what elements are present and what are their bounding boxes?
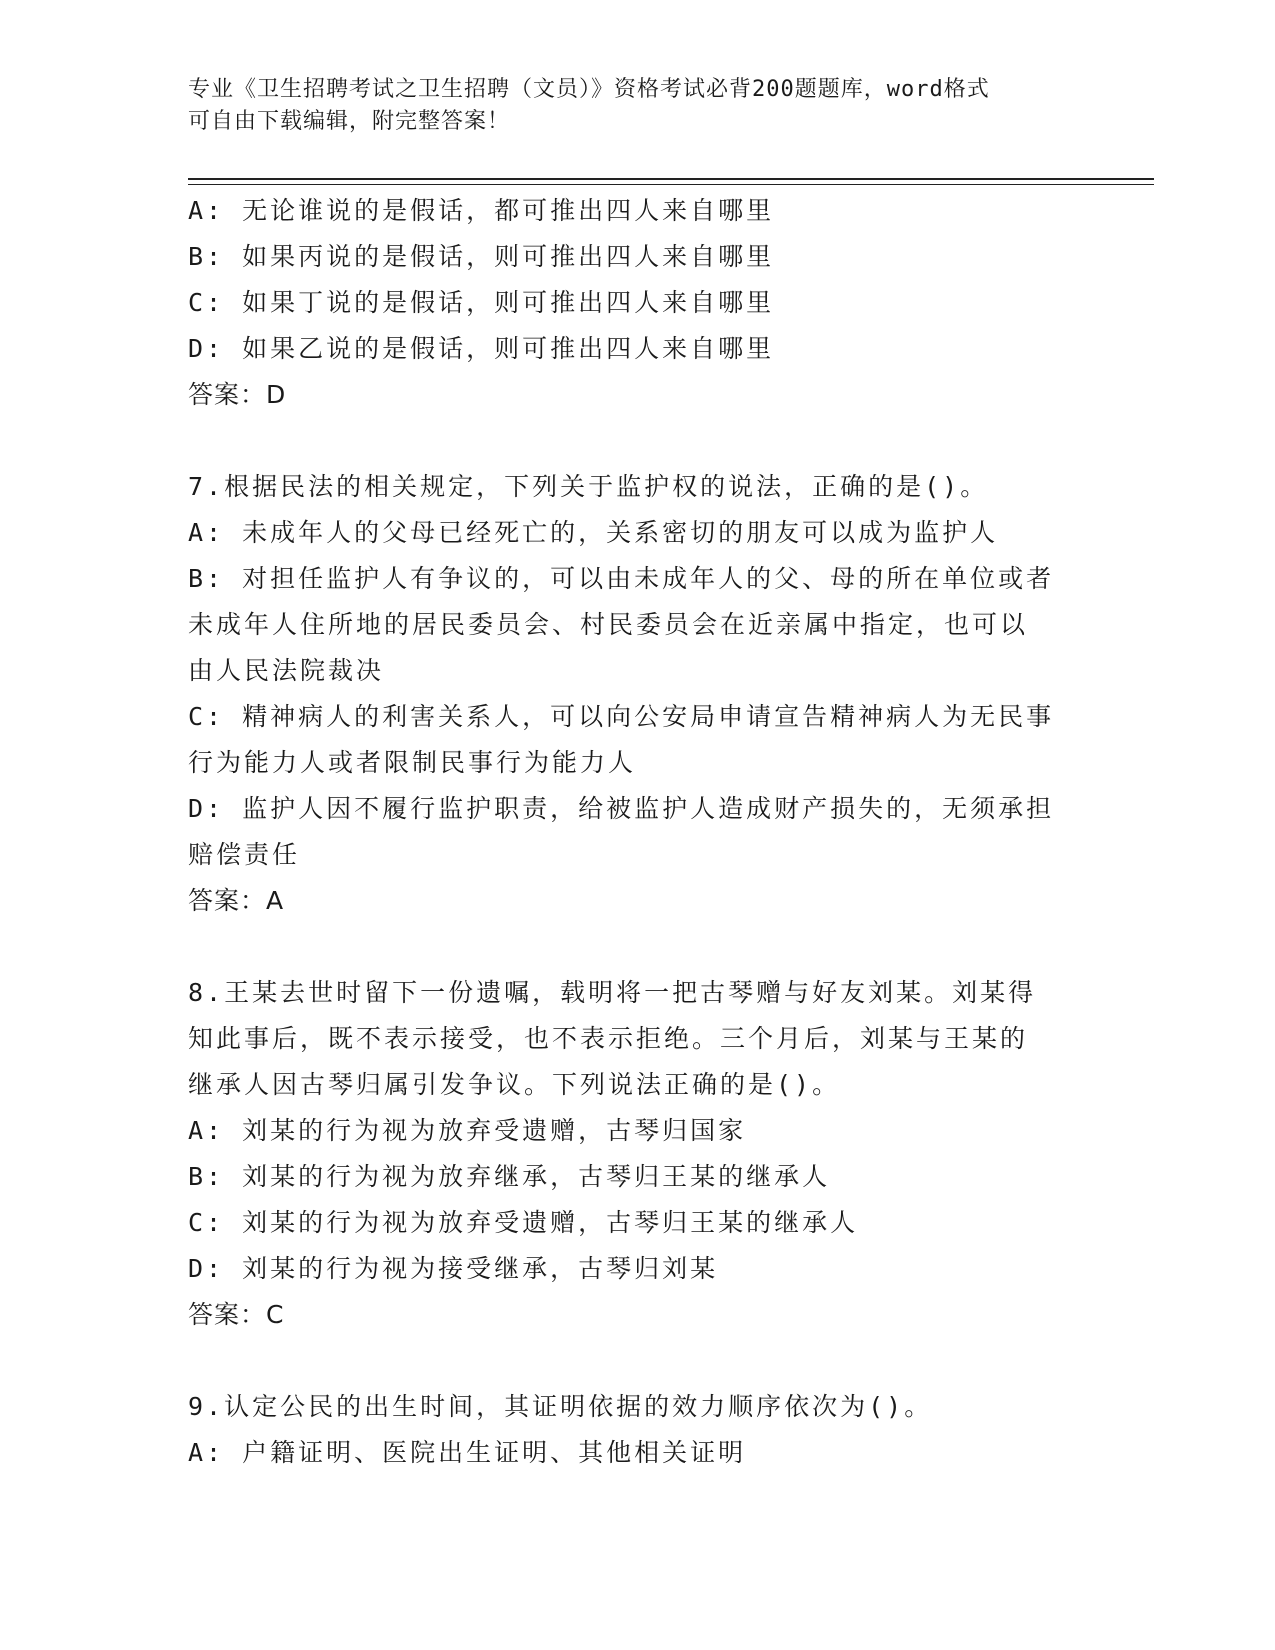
option-a: A: 未成年人的父母已经死亡的，关系密切的朋友可以成为监护人: [188, 518, 999, 547]
question-stem-line-2: 知此事后，既不表示接受，也不表示拒绝。三个月后，刘某与王某的: [188, 1024, 1029, 1053]
option-d: D: 如果乙说的是假话，则可推出四人来自哪里: [188, 334, 775, 363]
header-line-2: 可自由下载编辑，附完整答案！: [188, 109, 511, 134]
option-d: D: 刘某的行为视为接受继承，古琴归刘某: [188, 1254, 719, 1283]
option-c: C: 刘某的行为视为放弃受遗赠，古琴归王某的继承人: [188, 1208, 859, 1237]
option-b: B: 如果丙说的是假话，则可推出四人来自哪里: [188, 242, 775, 271]
spacer: [188, 1338, 1078, 1384]
option-a: A: 无论谁说的是假话，都可推出四人来自哪里: [188, 196, 775, 225]
spacer: [188, 418, 1078, 464]
option-c-line-1: C: 精神病人的利害关系人，可以向公安局申请宣告精神病人为无民事: [188, 702, 1055, 731]
option-b-line-1: B: 对担任监护人有争议的，可以由未成年人的父、母的所在单位或者: [188, 564, 1055, 593]
answer-line: 答案：D: [188, 380, 287, 409]
question-content: [188, 188, 1078, 1476]
option-d-line-2: 赔偿责任: [188, 840, 301, 869]
option-b: B: 刘某的行为视为放弃继承，古琴归王某的继承人: [188, 1162, 831, 1191]
question-stem-line-1: 8.王某去世时留下一份遗嘱，载明将一把古琴赠与好友刘某。刘某得: [188, 978, 1037, 1007]
option-a: A: 刘某的行为视为放弃受遗赠，古琴归国家: [188, 1116, 747, 1145]
option-c-line-2: 行为能力人或者限制民事行为能力人: [188, 748, 637, 777]
question-7: [188, 464, 1078, 924]
header-line-1: 专业《卫生招聘考试之卫生招聘（文员）》资格考试必背200题题库，word格式: [188, 77, 990, 102]
question-6-options: [188, 188, 1078, 418]
answer-line: 答案：C: [188, 1300, 285, 1329]
question-9: [188, 1384, 1078, 1476]
header-divider-thin: [188, 184, 1154, 185]
question-8: [188, 970, 1078, 1338]
question-stem: 9.认定公民的出生时间，其证明依据的效力顺序依次为()。: [188, 1392, 933, 1421]
question-stem-line-3: 继承人因古琴归属引发争议。下列说法正确的是()。: [188, 1070, 841, 1099]
document-header: [188, 74, 1068, 138]
answer-line: 答案：A: [188, 886, 285, 915]
option-b-line-2: 未成年人住所地的居民委员会、村民委员会在近亲属中指定，也可以: [188, 610, 1029, 639]
spacer: [188, 924, 1078, 970]
option-c: C: 如果丁说的是假话，则可推出四人来自哪里: [188, 288, 775, 317]
option-b-line-3: 由人民法院裁决: [188, 656, 385, 685]
option-d-line-1: D: 监护人因不履行监护职责，给被监护人造成财产损失的，无须承担: [188, 794, 1055, 823]
option-a: A: 户籍证明、医院出生证明、其他相关证明: [188, 1438, 747, 1467]
question-stem: 7.根据民法的相关规定，下列关于监护权的说法，正确的是()。: [188, 472, 989, 501]
header-divider-thick: [188, 178, 1154, 180]
